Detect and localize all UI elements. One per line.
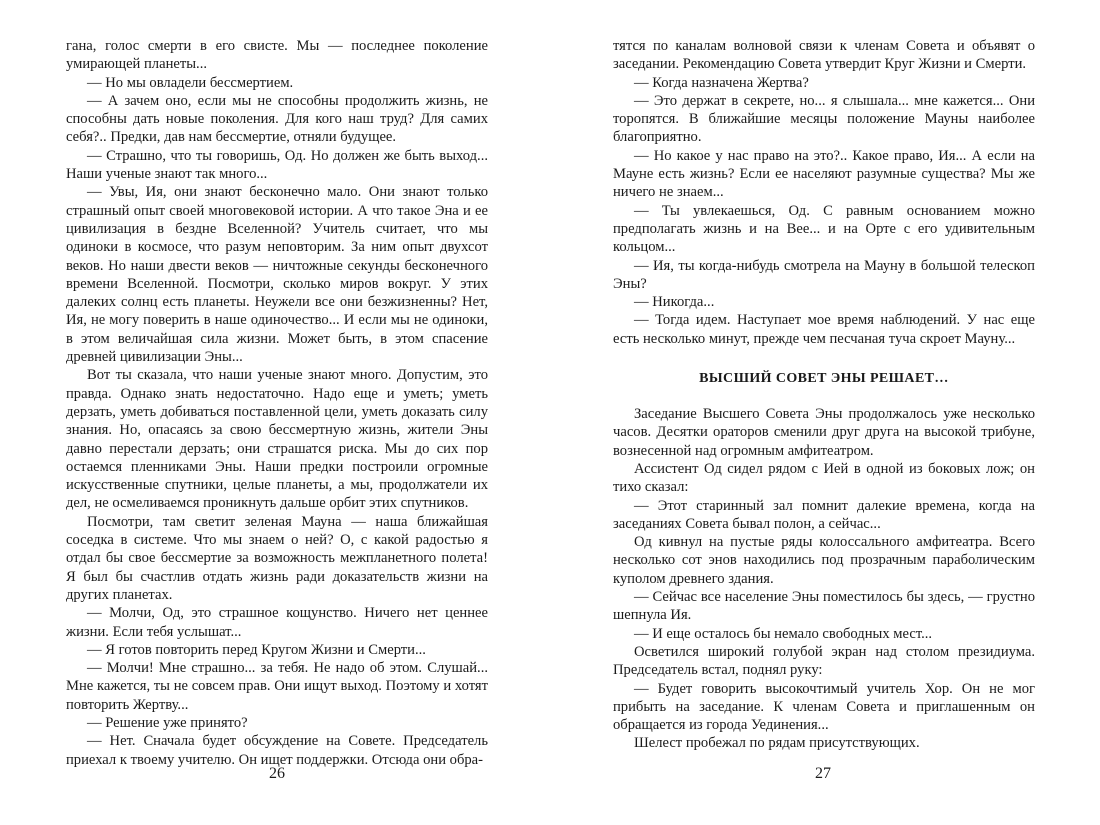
paragraph: Посмотри, там светит зеленая Мауна — наша ближайшая соседка в системе. Что мы знаем о ней? О, с какой радостью я отдал бы свое бессмертие за возможность межпланетного полета! Я был бы счастлив отдать жизнь ради доказательств жизни на других планетах. [66,513,488,603]
left-page [66,37,488,769]
right-page [613,37,1035,753]
paragraph: — Но какое у нас право на это?.. Какое право, Ия... А если на Мауне есть жизнь? Если ее населяют разумные существа? Мы же ничего не знаем... [613,147,1035,201]
paragraph: — Страшно, что ты говоришь, Од. Но должен же быть выход... Наши ученые знают так много... [66,147,488,183]
paragraph: — Нет. Сначала будет обсуждение на Совете. Председатель приехал к твоему учителю. Он ищет поддержки. Отсюда они обра- [66,733,488,768]
paragraph: — Молчи, Од, это страшное кощунство. Ничего нет ценнее жизни. Если тебя услышат... [66,605,488,640]
paragraph: Вот ты сказала, что наши ученые знают много. Допустим, это правда. Однако знать недостаточно. Надо еще и уметь; уметь дерзать, уметь добиваться поставленной цели, уметь доказать силу знания. Но, опасаясь за свою бессмертную жизнь, жители Эны давно перестали дерзать; они страшатся риска. Мы до сих пор остаемся пленниками Эны. Наши предки построили огромные искусственные спутники, целые планеты, а мы, продолжатели их дел, не осмеливаемся проникнуть дальше орбит этих спутников. [66,367,488,512]
paragraph: — Молчи! Мне страшно... за тебя. Не надо об этом. Слушай... Мне кажется, ты не совсем прав. Они ищут выход. Поэтому и хотят повторить Жертву... [66,660,488,713]
paragraph: — Это держат в секрете, но... я слышала... мне кажется... Они торопятся. В ближайшие месяцы положение Мауны наиболее благоприятно. [613,92,1035,146]
paragraph: тятся по каналам волновой связи к членам Совета и объявят о заседании. Рекомендацию Совета утвердит Круг Жизни и Смерти. [613,38,1035,73]
paragraph: гана, голос смерти в его свисте. Мы — последнее поколение умирающей планеты... [66,38,488,73]
left-page-text [66,37,488,769]
paragraph: — Но мы овладели бессмертием. [87,74,294,91]
paragraph: — Сейчас все население Эны поместилось бы здесь, — грустно шепнула Ия. [613,589,1035,624]
paragraph: — Я готов повторить перед Кругом Жизни и Смерти... [87,641,426,658]
paragraph: — Будет говорить высокочтимый учитель Хор. Он не мог прибыть на заседание. К членам Совета и приглашенным он обращается из города Уединения... [613,680,1035,734]
paragraph: — Тогда идем. Наступает мое время наблюдений. У нас еще есть несколько минут, прежде чем песчаная туча скроет Мауну... [613,312,1035,347]
page-number-right: 27 [815,765,831,782]
page-number-left: 26 [269,765,285,782]
paragraph: Осветился широкий голубой экран над столом президиума. Председатель встал, поднял руку: [613,643,1035,679]
paragraph: Од кивнул на пустые ряды колоссального амфитеатра. Всего несколько сот энов находились под прозрачным параболическим куполом древнего здания. [613,534,1035,587]
chapter-heading: ВЫСШИЙ СОВЕТ ЭНЫ РЕШАЕТ… [699,371,949,387]
paragraph: — Ты увлекаешься, Од. С равным основанием можно предполагать жизнь и на Вее... и на Орте с его удивительным кольцом... [613,202,1035,256]
paragraph: — Никогда... [634,294,715,311]
right-page-text-bottom [613,405,1035,753]
paragraph: — Когда назначена Жертва? [634,74,809,91]
paragraph: — Решение уже принято? [87,714,248,731]
paragraph: Шелест пробежал по рядам присутствующих. [634,735,920,752]
right-page-text-top [613,37,1035,348]
paragraph: Ассистент Од сидел рядом с Ией в одной из боковых лож; он тихо сказал: [613,460,1035,496]
paragraph: — Ия, ты когда-нибудь смотрела на Мауну в большой телескоп Эны? [613,257,1035,292]
paragraph: — А зачем оно, если мы не способны продолжить жизнь, не способны дать новые поколения. Для кого наш труд? Для самих себя?.. Предки, дав нам бессмертие, отняли будущее. [66,92,488,146]
paragraph: Заседание Высшего Совета Эны продолжалось уже несколько часов. Десятки ораторов сменили друг друга на высокой трибуне, вознесенной над огромным амфитеатром. [613,406,1035,459]
paragraph: — Этот старинный зал помнит далекие времена, когда на заседаниях Совета бывал полон, а сейчас... [613,497,1035,532]
paragraph: — Увы, Ия, они знают бесконечно мало. Они знают только страшный опыт своей многовековой истории. А что такое Эна и ее цивилизация в бездне Вселенной? Учитель считает, что мы одиноки в космосе, что разум неповторим. За ним опыт двухсот веков. Но наши двести веков — ничтожные секунды бесконечного времени Вселенной. Посмотри, сколько миров вокруг. У этих далеких солнц есть планеты. Неужели все они безжизненны? Нет, Ия, не могу поверить в наше одиночество... И если мы не одиноки, в этом величайшая сила жизни. Может быть, в этом спасение древней цивилизации Эны... [66,184,488,366]
paragraph: — И еще осталось бы немало свободных мест... [634,625,933,642]
